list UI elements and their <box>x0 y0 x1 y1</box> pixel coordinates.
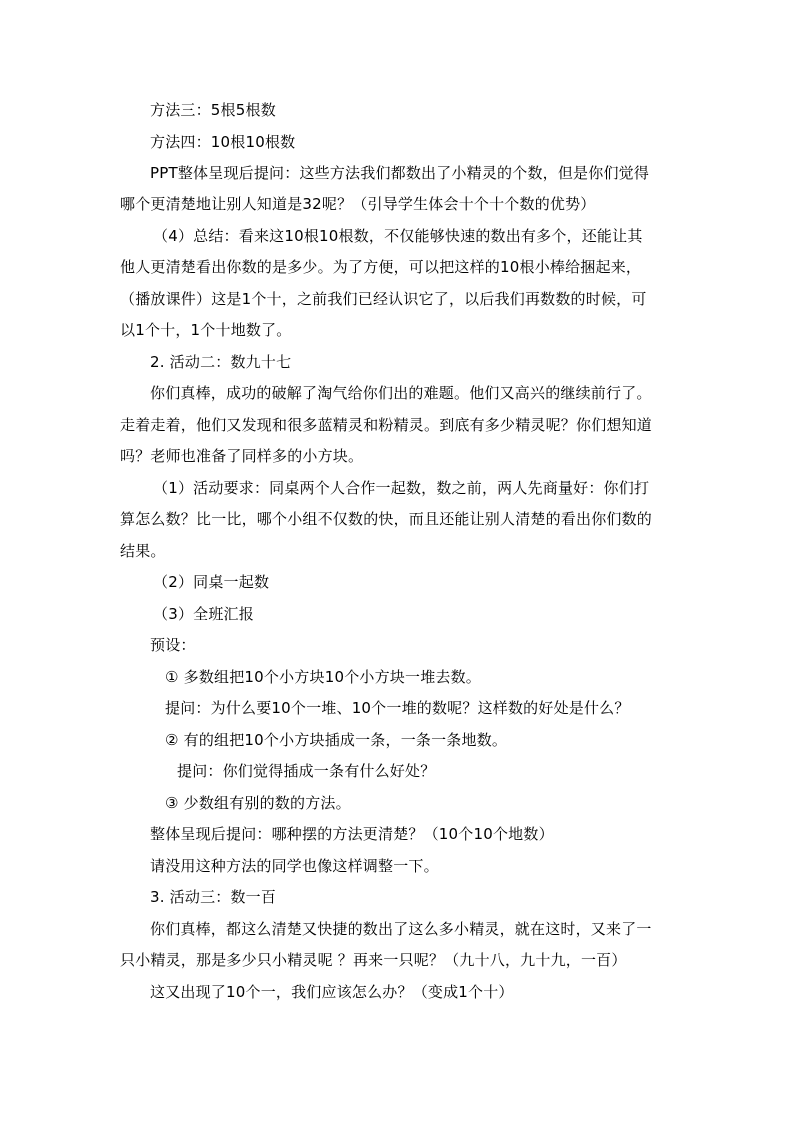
text-line-desk-count: （2）同桌一起数 <box>153 573 270 591</box>
text-line-preset: 预设： <box>150 636 196 654</box>
text-line-overall-question: 整体呈现后提问：哪种摆的方法更清楚？（10个10个地数） <box>150 825 554 843</box>
text-line-ppt-question: PPT整体呈现后提问：这些方法我们都数出了小精灵的个数，但是你们觉得 <box>150 164 650 182</box>
text-line-activity-three-intro: 你们真棒，都这么清楚又快捷的数出了这么多小精灵，就在这时，又来了一 <box>150 920 652 938</box>
text-line-adjust: 请没用这种方法的同学也像这样调整一下。 <box>150 857 439 875</box>
text-line-summary-cont-2: （播放课件）这是1个十，之前我们已经认识它了，以后我们再数数的时候，可 <box>120 290 647 308</box>
text-line-activity-requirement-cont-2: 结果。 <box>120 542 166 560</box>
text-line-summary-cont-1: 他人更清楚看出你数的是多少。为了方便，可以把这样的10根小棒给捆起来， <box>120 258 642 276</box>
text-line-summary: （4）总结：看来这10根10根数，不仅能够快速的数出有多个，还能让其 <box>153 227 643 245</box>
text-line-activity-requirement-cont-1: 算怎么数？比一比，哪个小组不仅数的快，而且还能让别人清楚的看出你们数的 <box>120 510 653 528</box>
list-item-circled-one: ① 多数组把10个小方块10个小方块一堆去数。 <box>165 668 481 686</box>
heading-activity-two: 2. 活动二：数九十七 <box>150 353 292 371</box>
text-line-activity-three-cont: 只小精灵，那是多少只小精灵呢 ？再来一只呢？（九十八，九十九，一百） <box>120 951 627 969</box>
text-line-question-one: 提问：为什么要10个一堆、10个一堆的数呢？这样数的好处是什么？ <box>165 699 630 717</box>
heading-activity-three: 3. 活动三：数一百 <box>150 888 277 906</box>
text-line-activity-requirement: （1）活动要求：同桌两个人合作一起数，数之前，两人先商量好：你们打 <box>153 479 650 497</box>
list-item-circled-two: ② 有的组把10个小方块插成一条，一条一条地数。 <box>165 731 508 749</box>
list-item-circled-three: ③ 少数组有别的数的方法。 <box>165 794 351 812</box>
text-line-question-two: 提问：你们觉得插成一条有什么好处？ <box>177 762 436 780</box>
text-line-method-three: 方法三：5根5根数 <box>150 101 276 119</box>
text-line-activity-two-intro: 你们真棒，成功的破解了淘气给你们出的难题。他们又高兴的继续前行了。 <box>150 384 652 402</box>
text-line-ppt-question-cont: 哪个更清楚地让别人知道是32呢？（引导学生体会十个十个数的优势） <box>120 195 596 213</box>
text-line-activity-two-cont-2: 吗？老师也准备了同样多的小方块。 <box>120 447 364 465</box>
text-line-method-four: 方法四：10根10根数 <box>150 133 296 151</box>
text-line-summary-cont-3: 以1个十，1个十地数了。 <box>120 321 292 339</box>
text-line-activity-two-cont-1: 走着走着，他们又发现和很多蓝精灵和粉精灵。到底有多少精灵呢？你们想知道 <box>120 416 653 434</box>
text-line-class-report: （3）全班汇报 <box>153 605 254 623</box>
text-line-ten-ones: 这又出现了10个一，我们应该怎么办？（变成1个十） <box>150 983 514 1001</box>
